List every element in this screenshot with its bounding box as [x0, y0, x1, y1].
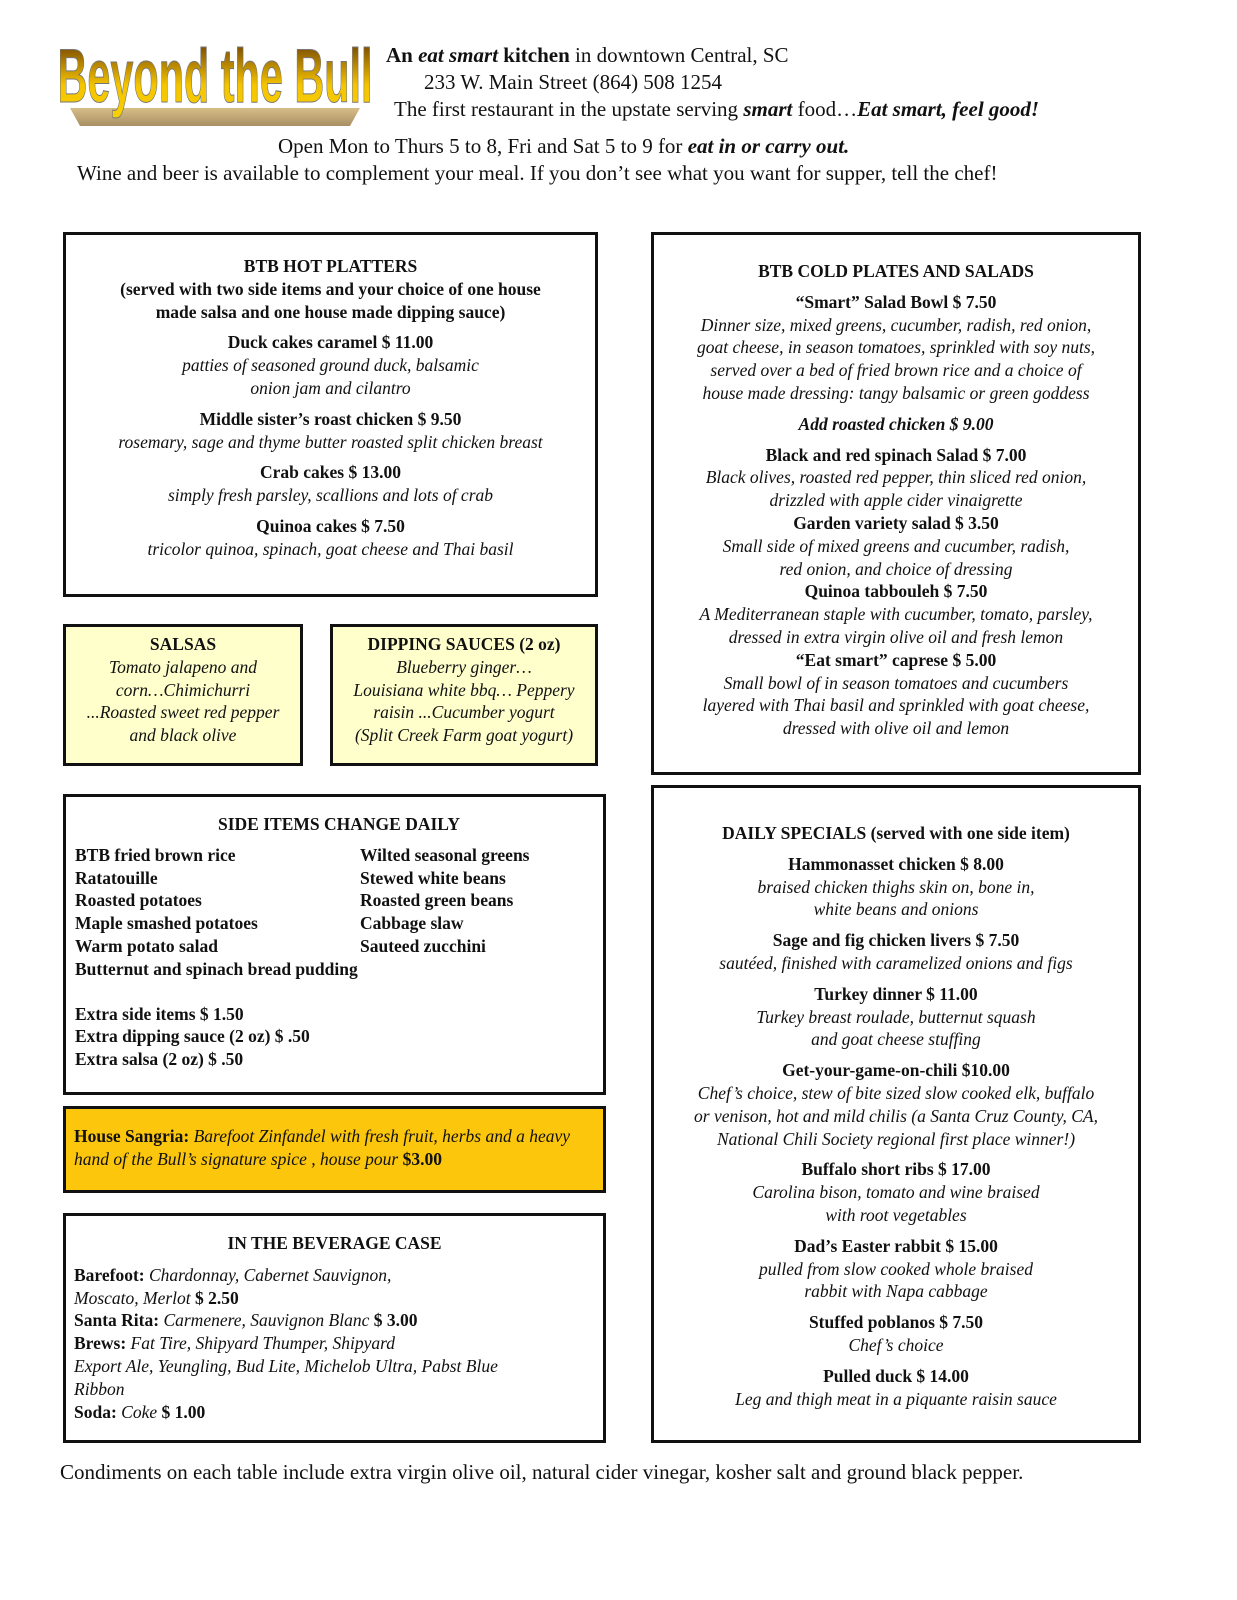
item-description: Turkey breast roulade, butternut squash and goat cheese stuffing: [756, 1006, 1036, 1050]
side-item: Maple smashed potatoes: [75, 913, 258, 934]
item-name-price: Sage and fig chicken livers $ 7.50: [772, 930, 1020, 951]
menu-items: [66, 331, 595, 560]
item-description: tricolor quinoa, spinach, goat cheese and Thai basil: [147, 538, 514, 559]
item-name-price: “Smart” Salad Bowl $ 7.50: [795, 291, 997, 312]
text-segment: Eat smart, feel good!: [857, 97, 1040, 121]
text-segment: in downtown Central, SC: [569, 43, 789, 67]
section-title: BTB COLD PLATES AND SALADS: [758, 261, 1034, 281]
item-name-price: Hammonasset chicken $ 8.00: [788, 853, 1004, 874]
side-items-section: [63, 794, 606, 1095]
side-item: BTB fried brown rice: [75, 844, 236, 865]
cold-plates-section: [651, 232, 1141, 775]
text-segment: Barefoot:: [74, 1264, 145, 1285]
text-segment: $ 1.00: [157, 1401, 206, 1422]
address-phone: [424, 69, 722, 96]
menu-item: [654, 929, 1138, 975]
extra-price: Extra side items $ 1.50: [75, 1003, 244, 1024]
menu-item: [66, 515, 595, 561]
text-segment: Open Mon to Thurs 5 to 8, Fri and Sat 5 to 9 for: [278, 134, 688, 158]
item-description: pulled from slow cooked whole braised rabbit with Napa cabbage: [759, 1258, 1033, 1302]
menu-item: [66, 408, 595, 454]
text-segment: Santa Rita:: [74, 1310, 160, 1331]
side-item: Cabbage slaw: [360, 913, 464, 934]
text-segment: Ribbon: [74, 1378, 125, 1399]
beverage-line: [74, 1378, 595, 1401]
menu-items: [654, 853, 1138, 1411]
item-name-price: “Eat smart” caprese $ 5.00: [795, 649, 997, 670]
item-name-price: Stuffed poblanos $ 7.50: [808, 1312, 984, 1333]
item-name-price: Pulled duck $ 14.00: [823, 1365, 969, 1386]
menu-item: [654, 1158, 1138, 1226]
side-item: Ratatouille: [75, 867, 158, 888]
text-segment: House Sangria:: [74, 1126, 190, 1146]
menu-item: [654, 1365, 1138, 1411]
text-segment: food…: [792, 97, 858, 121]
menu-item: [654, 1311, 1138, 1357]
text-segment: Brews:: [74, 1333, 127, 1354]
item-name-price: Dad’s Easter rabbit $ 15.00: [794, 1235, 998, 1256]
text-segment: eat smart: [418, 43, 499, 67]
section-title: DAILY SPECIALS (served with one side item): [722, 823, 1070, 843]
extras-list: [75, 1003, 603, 1071]
salsas-section: [63, 624, 303, 766]
text-segment: Moscato, Merlot: [74, 1287, 191, 1308]
item-description: sautéed, finished with caramelized onions and figs: [719, 952, 1073, 973]
text-segment: eat in or carry out.: [687, 134, 850, 158]
menu-item: [654, 580, 1138, 648]
side-item: Stewed white beans: [360, 867, 506, 888]
side-items-left: [75, 844, 360, 958]
item-description: Small side of mixed greens and cucumber, radish, red onion, and choice of dressing: [722, 535, 1070, 579]
dipping-sauces-section: [330, 624, 598, 766]
text-segment: Chardonnay, Cabernet Sauvignon,: [144, 1264, 392, 1285]
item-description: Carolina bison, tomato and wine braised with root vegetables: [752, 1182, 1040, 1225]
text-segment: Wine and beer is available to complement your meal. If you don’t see what you want for supper, tell the chef!: [77, 161, 998, 185]
right-column: [651, 232, 1141, 1443]
item-description: Dinner size, mixed greens, cucumber, radish, red onion, goat cheese, in season tomatoes, sprinkled with soy nuts, served over a bed of fried brown rice and a choice of house made dressing: tangy balsamic or green goddess: [696, 314, 1096, 403]
item-description: Small bowl of in season tomatoes and cucumbers layered with Thai basil and sprinkled with goat cheese, dressed with olive oil and lemon: [702, 672, 1090, 739]
text-segment: The first restaurant in the upstate serving: [394, 97, 744, 121]
condiments-note: Condiments on each table include extra virgin olive oil, natural cider vinegar, kosher salt and ground black pepper.: [60, 1460, 1024, 1484]
section-title: BTB HOT PLATTERS: [243, 256, 418, 276]
menu-columns: [63, 232, 1141, 1443]
beyond-the-bull-logo: [50, 22, 380, 132]
menu-item: [654, 413, 1138, 436]
section-title: SALSAS: [149, 634, 217, 654]
side-item: Sauteed zucchini: [360, 935, 486, 956]
hours: [278, 133, 849, 160]
menu-item: [654, 444, 1138, 512]
item-name-price: Duck cakes caramel $ 11.00: [227, 332, 434, 353]
text-segment: 233 W. Main Street (864) 508 1254: [424, 70, 723, 94]
text-segment: Export Ale, Yeungling, Bud Lite, Michelob Ultra, Pabst Blue: [74, 1355, 498, 1376]
house-sangria-section: [63, 1106, 606, 1193]
text-segment: Coke: [116, 1401, 158, 1422]
sauce-list: Blueberry ginger… Louisiana white bbq… Peppery raisin ...Cucumber yogurt (Split Creek Farm goat yogurt): [353, 656, 575, 746]
menu-item: [654, 1235, 1138, 1303]
section-title: IN THE BEVERAGE CASE: [227, 1233, 442, 1253]
text-segment: $ 3.00: [369, 1310, 418, 1331]
text-segment: Barefoot Zinfandel with fresh fruit, herbs and a heavy hand of the Bull’s signature spice , house pour: [74, 1126, 570, 1169]
item-description: braised chicken thighs skin on, bone in, white beans and onions: [757, 876, 1035, 920]
text-segment: $3.00: [402, 1148, 442, 1169]
text-segment: kitchen: [498, 43, 570, 67]
item-name-price: Get-your-game-on-chili $10.00: [782, 1060, 1010, 1081]
item-name-price: Turkey dinner $ 11.00: [814, 983, 978, 1004]
menu-item: [654, 649, 1138, 740]
extra-price: Extra salsa (2 oz) $ .50: [75, 1049, 244, 1070]
menu-item: [66, 461, 595, 507]
beverage-line: [74, 1264, 595, 1287]
beverage-line: [74, 1332, 595, 1355]
item-description: Leg and thigh meat in a piquante raisin sauce: [735, 1388, 1057, 1409]
salsa-list: Tomato jalapeno and corn…Chimichurri ...Roasted sweet red pepper and black olive: [86, 656, 280, 746]
logo-text: Beyond the Bull: [57, 34, 373, 119]
item-name-price: Buffalo short ribs $ 17.00: [801, 1159, 991, 1180]
side-item: Warm potato salad: [75, 935, 218, 956]
menu-body: [60, 232, 1141, 1486]
text-segment: $ 2.50: [190, 1287, 239, 1308]
beverage-list: [74, 1264, 595, 1424]
section-subtitle: (served with two side items and your choice of one house made salsa and one house made dipping sauce): [120, 278, 541, 322]
item-description: Black olives, roasted red pepper, thin sliced red onion, drizzled with apple cider vinaigrette: [705, 467, 1087, 511]
add-on-price: Add roasted chicken $ 9.00: [798, 413, 994, 434]
menu-item: [66, 331, 595, 399]
wine-beer-note: [77, 160, 997, 187]
section-title: DIPPING SAUCES (2 oz): [367, 634, 561, 654]
beverage-line: [74, 1309, 595, 1332]
side-items-columns: [75, 844, 603, 958]
menu-item: [654, 291, 1138, 405]
item-description: A Mediterranean staple with cucumber, tomato, parsley, dressed in extra virgin olive oil and fresh lemon: [699, 604, 1093, 647]
slogan: [394, 96, 1039, 123]
text-segment: smart: [743, 97, 793, 121]
item-description: patties of seasoned ground duck, balsamic onion jam and cilantro: [182, 355, 479, 398]
item-name-price: Garden variety salad $ 3.50: [793, 512, 999, 533]
side-item: Roasted potatoes: [75, 890, 202, 911]
item-description: Chef’s choice, stew of bite sized slow cooked elk, buffalo or venison, hot and mild chilis (a Santa Cruz County, CA, National Chili Society regional first place winner!): [694, 1082, 1098, 1149]
side-items-right: [360, 844, 645, 958]
menu-item: [654, 853, 1138, 921]
extra-price: Extra dipping sauce (2 oz) $ .50: [75, 1026, 310, 1047]
tagline: [386, 42, 789, 69]
text-segment: Soda:: [74, 1401, 117, 1422]
menu-item: [654, 983, 1138, 1051]
left-column: [63, 232, 606, 1443]
hot-platters-section: [63, 232, 598, 597]
item-description: simply fresh parsley, scallions and lots of crab: [167, 485, 494, 506]
item-name-price: Middle sister’s roast chicken $ 9.50: [199, 408, 462, 429]
side-item: Roasted green beans: [360, 890, 514, 911]
side-item: Butternut and spinach bread pudding: [75, 958, 358, 979]
daily-specials-section: [651, 785, 1141, 1443]
text-segment: Carmenere, Sauvignon Blanc: [159, 1310, 370, 1331]
item-name-price: Quinoa cakes $ 7.50: [256, 515, 405, 536]
menu-items: [654, 291, 1138, 740]
item-description: rosemary, sage and thyme butter roasted split chicken breast: [118, 431, 543, 452]
beverage-line: [74, 1355, 595, 1378]
side-item: Wilted seasonal greens: [360, 844, 530, 865]
item-description: Chef’s choice: [848, 1334, 944, 1355]
menu-item: [654, 512, 1138, 580]
item-name-price: Quinoa tabbouleh $ 7.50: [804, 581, 988, 602]
beverage-section: [63, 1213, 606, 1443]
beverage-line: [74, 1287, 595, 1310]
beverage-line: [74, 1401, 595, 1424]
item-name-price: Crab cakes $ 13.00: [260, 462, 401, 483]
section-title: SIDE ITEMS CHANGE DAILY: [218, 814, 460, 834]
salsa-sauce-row: [63, 624, 606, 766]
text-segment: An: [386, 43, 419, 67]
item-name-price: Black and red spinach Salad $ 7.00: [765, 444, 1027, 465]
text-segment: Fat Tire, Shipyard Thumper, Shipyard: [126, 1333, 395, 1354]
menu-item: [654, 1059, 1138, 1150]
